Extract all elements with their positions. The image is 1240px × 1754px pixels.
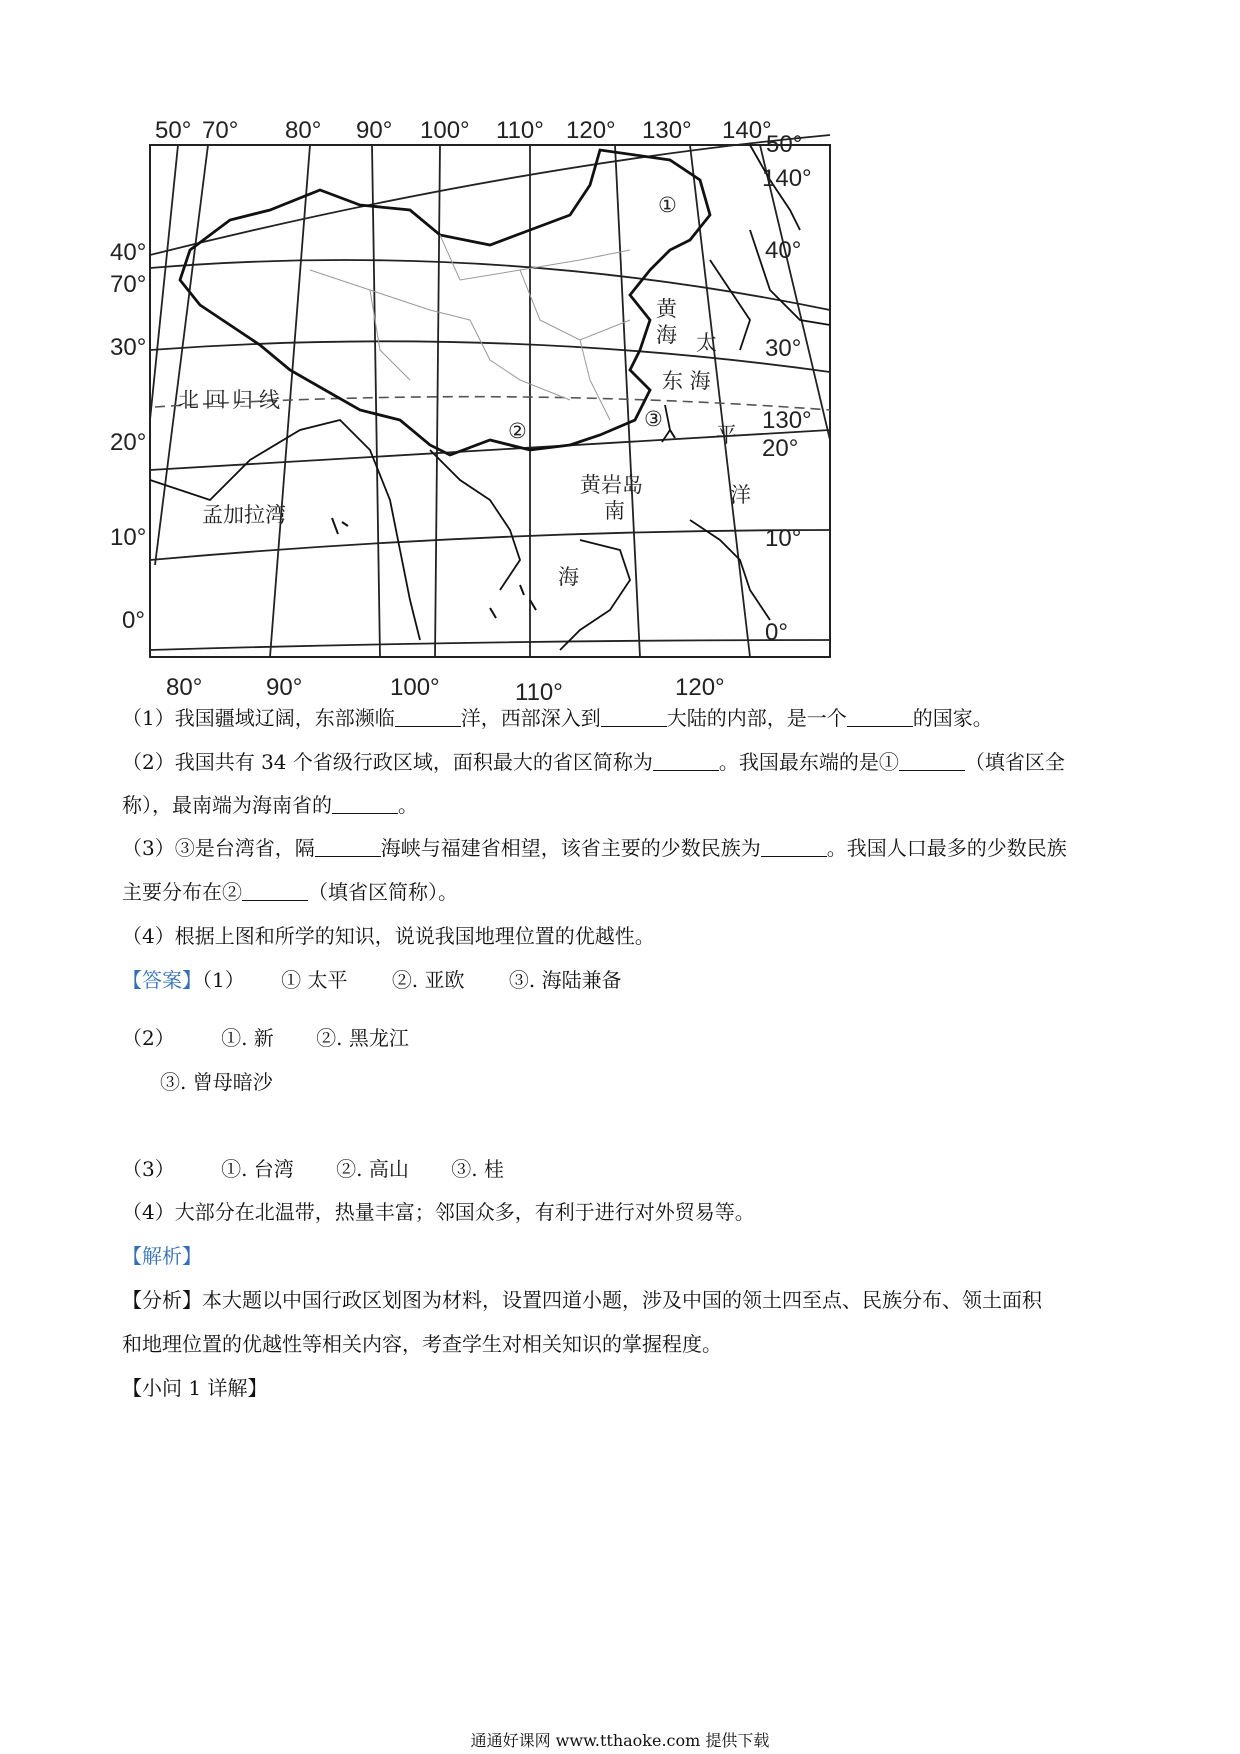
- marker-3: ③: [644, 407, 663, 431]
- lat-label-left-40: 40°: [110, 239, 147, 266]
- lat-label-left-10: 10°: [110, 524, 147, 551]
- map-svg: [110, 120, 910, 730]
- question-2-line-1: [122, 750, 1065, 774]
- answer-1-prefix: （1）: [202, 968, 245, 992]
- q3-blank-2[interactable]: [761, 838, 827, 857]
- lon-label-top-90: 90°: [356, 120, 393, 144]
- answer-1-item-1: ① 太平: [281, 968, 348, 992]
- lon-label-top-130: 130°: [642, 120, 692, 144]
- pacific-label-ping: 平: [716, 423, 737, 447]
- answer-4: （4）大部分在北温带，热量丰富；邻国众多，有利于进行对外贸易等。: [122, 1200, 755, 1224]
- answer-1-item-2: ②. 亚欧: [391, 968, 465, 992]
- lat-label-right-10: 10°: [765, 525, 802, 552]
- huangyan-island-label: 黄岩岛: [580, 473, 643, 497]
- bay-of-bengal-label: 孟加拉湾: [202, 503, 286, 527]
- answer-3-prefix: （3）: [122, 1157, 175, 1181]
- lon-label-top-50: 50°: [155, 120, 192, 144]
- q3-blank-3[interactable]: [242, 882, 308, 901]
- answer-3-item-1: ①. 台湾: [221, 1157, 294, 1181]
- lon-label-top-110: 110°: [496, 120, 544, 144]
- lon-label-top-140: 140°: [722, 120, 772, 144]
- question-3-line-2: [122, 880, 458, 904]
- question-2-line-2: [122, 793, 418, 817]
- pacific-label-tai: 太: [696, 331, 717, 355]
- q3-text-a: （3）③是台湾省，隔: [122, 836, 315, 860]
- tropic-of-cancer-label: 北回归线: [178, 388, 286, 412]
- lat-label-left-70: 70°: [110, 271, 147, 298]
- q3-text-e: （填省区简称）。: [308, 880, 458, 904]
- q2-text-a: （2）我国共有 34 个省级行政区域，面积最大的省区简称为: [122, 750, 653, 774]
- page-footer: 通通好课网 www.tthaoke.com 提供下载: [470, 1731, 770, 1750]
- yellow-sea-label-2: 海: [656, 323, 677, 347]
- lon-label-bottom-90: 90°: [266, 674, 303, 701]
- answer-label: 【答案】: [122, 968, 202, 992]
- lon-label-top-100: 100°: [420, 120, 470, 144]
- q1-blank-1[interactable]: [395, 708, 461, 727]
- lat-label-right-0: 0°: [765, 619, 788, 646]
- pacific-label-yang: 洋: [730, 483, 751, 507]
- q2-text-e: 。: [398, 793, 418, 817]
- q2-blank-2[interactable]: [899, 752, 965, 771]
- q3-text-d: 主要分布在②: [122, 880, 242, 904]
- analysis-paragraph-1: 【分析】本大题以中国行政区划图为材料，设置四道小题，涉及中国的领土四至点、民族分布、领土面积: [122, 1288, 1042, 1312]
- lon-label-bottom-80: 80°: [166, 674, 203, 701]
- q1-blank-2[interactable]: [601, 708, 667, 727]
- answer-2-prefix: （2）: [122, 1026, 175, 1050]
- q2-blank-1[interactable]: [653, 752, 719, 771]
- question-4: （4）根据上图和所学的知识，说说我国地理位置的优越性。: [122, 924, 655, 948]
- lat-label-right-20: 20°: [762, 435, 799, 462]
- analysis-label: 【解析】: [122, 1244, 202, 1268]
- east-china-sea-label: 东 海: [662, 369, 711, 393]
- answer-2-line-1: [122, 1026, 409, 1050]
- lon-label-bottom-120: 120°: [675, 674, 725, 701]
- q1-text-a: （1）我国疆域辽阔，东部濒临: [122, 706, 395, 730]
- lon-label-top-120: 120°: [566, 120, 616, 144]
- answer-1: [122, 968, 622, 992]
- lat-label-right-40: 40°: [765, 237, 802, 264]
- question-3-line-1: [122, 836, 1067, 860]
- lat-label-right-50: 50°: [766, 131, 803, 158]
- china-map-figure: [110, 120, 910, 730]
- lon-label-top-70: 70°: [202, 120, 239, 144]
- answer-3-item-3: ③. 桂: [451, 1157, 504, 1181]
- q3-text-b: 海峡与福建省相望，该省主要的少数民族为: [380, 836, 761, 860]
- lon-label-top-80: 80°: [285, 120, 322, 144]
- q2-text-b: 。我国最东端的是①: [718, 750, 899, 774]
- answer-2-item-2: ②. 黑龙江: [316, 1026, 409, 1050]
- lat-label-left-30: 30°: [110, 334, 147, 361]
- q2-text-d: 称），最南端为海南省的: [122, 793, 332, 817]
- lon-label-right-130: 130°: [762, 407, 812, 434]
- lon-label-bottom-100: 100°: [390, 674, 440, 701]
- answer-3-item-2: ②. 高山: [336, 1157, 409, 1181]
- lon-label-right-140: 140°: [762, 165, 812, 192]
- question-1: [122, 706, 993, 730]
- lat-label-left-0: 0°: [122, 607, 145, 634]
- q2-text-c: （填省区全: [964, 750, 1065, 774]
- lon-label-bottom-110: 110°: [515, 679, 563, 706]
- marker-2: ②: [508, 419, 527, 443]
- sub-question-1-heading: 【小问 1 详解】: [122, 1376, 268, 1400]
- q1-blank-3[interactable]: [847, 708, 913, 727]
- answer-2-line-2: ③. 曾母暗沙: [160, 1070, 273, 1094]
- marker-1: ①: [658, 193, 677, 217]
- q1-text-d: 的国家。: [912, 706, 993, 730]
- answer-2-item-1: ①. 新: [221, 1026, 274, 1050]
- q2-blank-3[interactable]: [332, 795, 398, 814]
- answer-1-item-3: ③. 海陆兼备: [508, 968, 622, 992]
- q1-text-b: 洋，西部深入到: [460, 706, 601, 730]
- answer-3: [122, 1157, 504, 1181]
- q3-blank-1[interactable]: [315, 838, 381, 857]
- q3-text-c: 。我国人口最多的少数民族: [826, 836, 1067, 860]
- yellow-sea-label-1: 黄: [656, 297, 677, 321]
- lat-label-left-20: 20°: [110, 429, 147, 456]
- analysis-paragraph-2: 和地理位置的优越性等相关内容，考查学生对相关知识的掌握程度。: [122, 1332, 722, 1356]
- q1-text-c: 大陆的内部，是一个: [666, 706, 847, 730]
- south-china-sea-label-hai: 海: [558, 565, 579, 589]
- south-china-sea-label-nan: 南: [604, 499, 625, 523]
- lat-label-right-30: 30°: [765, 335, 802, 362]
